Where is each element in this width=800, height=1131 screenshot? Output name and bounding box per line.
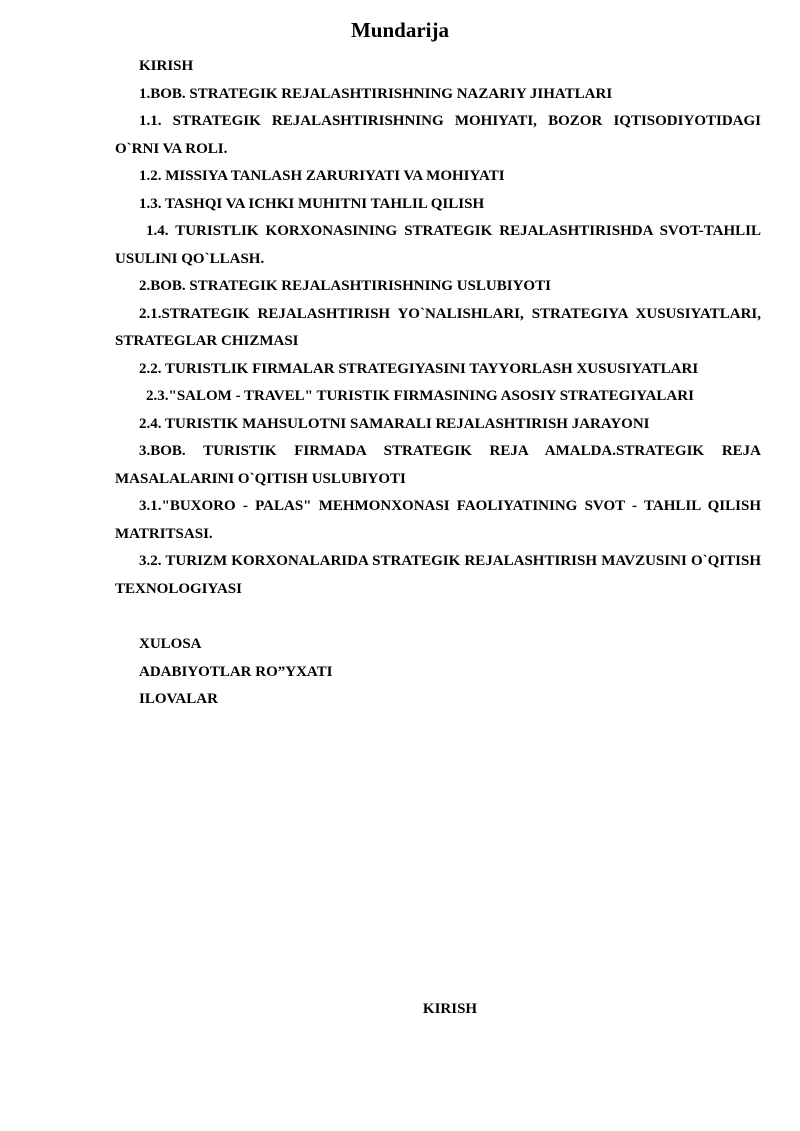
toc-entry-references: ADABIYOTLAR RO”YXATI bbox=[139, 663, 333, 680]
toc-entry-intro: KIRISH bbox=[139, 58, 194, 74]
toc-entry-2-2: 2.2. TURISTLIK FIRMALAR STRATEGIYASINI TAYYORLASH XUSUSIYATLARI bbox=[139, 360, 699, 377]
toc-entry-3-2: 3.2. TURIZM KORXONALARIDA STRATEGIK REJALASHTIRISH MAVZUSINI O`QITISH TEXNOLOGIYASI bbox=[115, 553, 761, 597]
section-heading-intro: KIRISH bbox=[422, 1001, 478, 1017]
toc-entry-3-1: 3.1."BUXORO - PALAS" MEHMONXONASI FAOLIYATINING SVOT - TAHLIL QILISH MATRITSASI. bbox=[115, 498, 761, 542]
toc-entry-1-3: 1.3. TASHQI VA ICHKI MUHITNI TAHLIL QILISH bbox=[139, 195, 485, 212]
toc-entry-1-1: 1.1. STRATEGIK REJALASHTIRISHNING MOHIYATI, BOZOR IQTISODIYOTIDAGI O`RNI VA ROLI. bbox=[115, 113, 761, 157]
toc-entry-chapter-2: 2.BOB. STRATEGIK REJALASHTIRISHNING USLUBIYOTI bbox=[139, 278, 551, 294]
toc-entry-conclusion: XULOSA bbox=[139, 636, 202, 652]
toc-entry-1-4: 1.4. TURISTLIK KORXONASINING STRATEGIK REJALASHTIRISHDA SVOT-TAHLIL USULINI QO`LLASH. bbox=[115, 223, 761, 267]
toc-entry-chapter-3: 3.BOB. TURISTIK FIRMADA STRATEGIK REJA AMALDA.STRATEGIK REJA MASALALARINI O`QITISH USLUBIYOTI bbox=[115, 443, 761, 487]
toc-entry-1-2: 1.2. MISSIYA TANLASH ZARURIYATI VA MOHIYATI bbox=[139, 168, 505, 184]
page-title: Mundarija bbox=[350, 18, 449, 42]
toc-entry-2-3: 2.3."SALOM - TRAVEL" TURISTIK FIRMASINING ASOSIY STRATEGIYALARI bbox=[146, 388, 694, 404]
table-of-contents bbox=[115, 53, 761, 714]
toc-entry-appendices: ILOVALAR bbox=[139, 691, 218, 707]
toc-entry-chapter-1: 1.BOB. STRATEGIK REJALASHTIRISHNING NAZARIY JIHATLARI bbox=[139, 85, 613, 102]
toc-entry-2-1: 2.1.STRATEGIK REJALASHTIRISH YO`NALISHLARI, STRATEGIYA XUSUSIYATLARI, STRATEGLAR CHIZMASI bbox=[115, 305, 761, 349]
toc-entry-2-4: 2.4. TURISTIK MAHSULOTNI SAMARALI REJALASHTIRISH JARAYONI bbox=[139, 415, 650, 432]
